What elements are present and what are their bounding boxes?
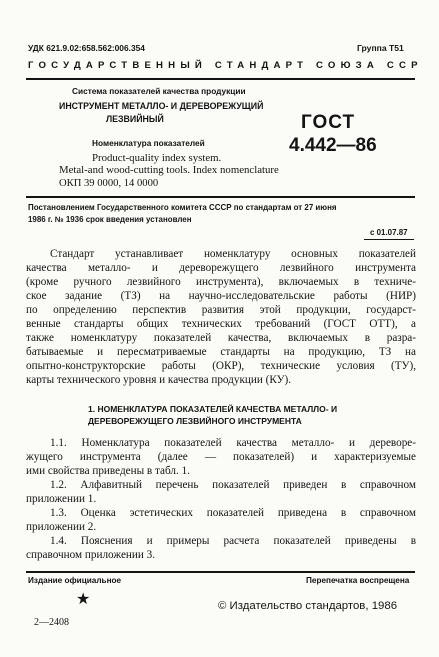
paragraph-1-4 [26, 534, 416, 562]
group-code: Группа Т51 [357, 43, 404, 53]
print-code: 2—2408 [34, 617, 69, 628]
udc-code: УДК 621.9.02:658.562:006.354 [28, 43, 145, 53]
paragraph-1-2 [26, 478, 416, 506]
section-heading-line1: 1. НОМЕНКЛАТУРА ПОКАЗАТЕЛЕЙ КАЧЕСТВА МЕТАЛЛО- И [88, 404, 338, 414]
paragraph-line: 1.4. Пояснения и примеры расчета показателей приведены в [50, 535, 416, 547]
intro-line: венные стандарты общих технических требований (ГОСТ ОТТ), а [26, 318, 416, 330]
paragraph-line: 1.3. Оценка эстетических показателей приведена в справочном [50, 507, 416, 519]
paragraph-line: жущего инструмента (далее — показателей) и характеризуемые [26, 451, 416, 463]
official-edition: Издание официальное [28, 576, 122, 585]
intro-line: также номенклатуру показателей качества, включаемых в разра- [26, 332, 416, 344]
title-rule [26, 196, 415, 198]
intro-line: ское задание (ТЗ) на научно-исследовательские работы (НИР) [26, 290, 416, 302]
section-heading-line2: ДЕРЕВОРЕЖУЩЕГО ЛЕЗВИЙНОГО ИНСТРУМЕНТА [88, 416, 302, 426]
intro-line: батываемые и пересматриваемые стандарты на продукцию, ТЗ на [26, 346, 416, 358]
decree-line1: Постановлением Государственного комитета СССР по стандартам от 27 июня [28, 203, 337, 212]
intro-line: качества металло- и дереворежущего лезвийного инструмента [26, 262, 416, 274]
intro-line: по определению перспектив развития этой продукции, государст- [26, 304, 416, 316]
intro-line: опытно-конструкторские работы (ОКР), технические условия (ТУ), [26, 360, 416, 372]
copyright: © Издательство стандартов, 1986 [218, 600, 398, 612]
document-subtitle: Номенклатура показателей [92, 138, 205, 148]
okp-code: ОКП 39 0000, 14 0000 [59, 178, 159, 189]
english-title-line2: Metal-and wood-cutting tools. Index nomenclature [59, 164, 279, 176]
gost-label: ГОСТ [301, 112, 356, 133]
decree-line2: 1986 г. № 1936 срок введения установлен [28, 215, 192, 224]
header-rule [26, 78, 415, 80]
document-title-line2: ЛЕЗВИЙНЫЙ [106, 114, 164, 124]
paragraph-line: 1.2. Алфавитный перечень показателей приведен в справочном [50, 479, 416, 491]
paragraph-line: приложении 2. [26, 521, 97, 533]
intro-line: (кроме ручного лезвийного инструмента), включаемых в техниче- [26, 276, 416, 288]
intro-line: карты технического уровня и качества продукции (КУ). [26, 374, 292, 386]
paragraph-line: справочном приложении 3. [26, 549, 156, 561]
document-title-line1: ИНСТРУМЕНТ МЕТАЛЛО- И ДЕРЕВОРЕЖУЩИЙ [59, 101, 264, 111]
paragraph-line: ими свойства приведены в табл. 1. [26, 465, 190, 477]
standard-banner: ГОСУДАРСТВЕННЫЙ СТАНДАРТ СОЮЗА ССР [28, 60, 423, 71]
intro-paragraph [26, 247, 416, 387]
reprint-prohibited: Перепечатка воспрещена [306, 576, 410, 585]
star-icon: ★ [76, 591, 91, 608]
paragraph-1-3 [26, 506, 416, 534]
intro-line: Стандарт устанавливает номенклатуру основных показателей [50, 248, 416, 260]
footer-rule [26, 571, 415, 573]
english-title-line1: Product-quality index system. [92, 152, 222, 164]
gost-number: 4.442—86 [289, 135, 377, 156]
effective-date: с 01.07.87 [370, 228, 408, 237]
paragraph-line: 1.1. Номенклатура показателей качества металло- и дереворе- [50, 437, 416, 449]
effective-date-underline [364, 239, 414, 240]
paragraph-line: приложении 1. [26, 493, 97, 505]
paragraph-1-1 [26, 436, 416, 478]
system-title: Система показателей качества продукции [72, 86, 246, 96]
